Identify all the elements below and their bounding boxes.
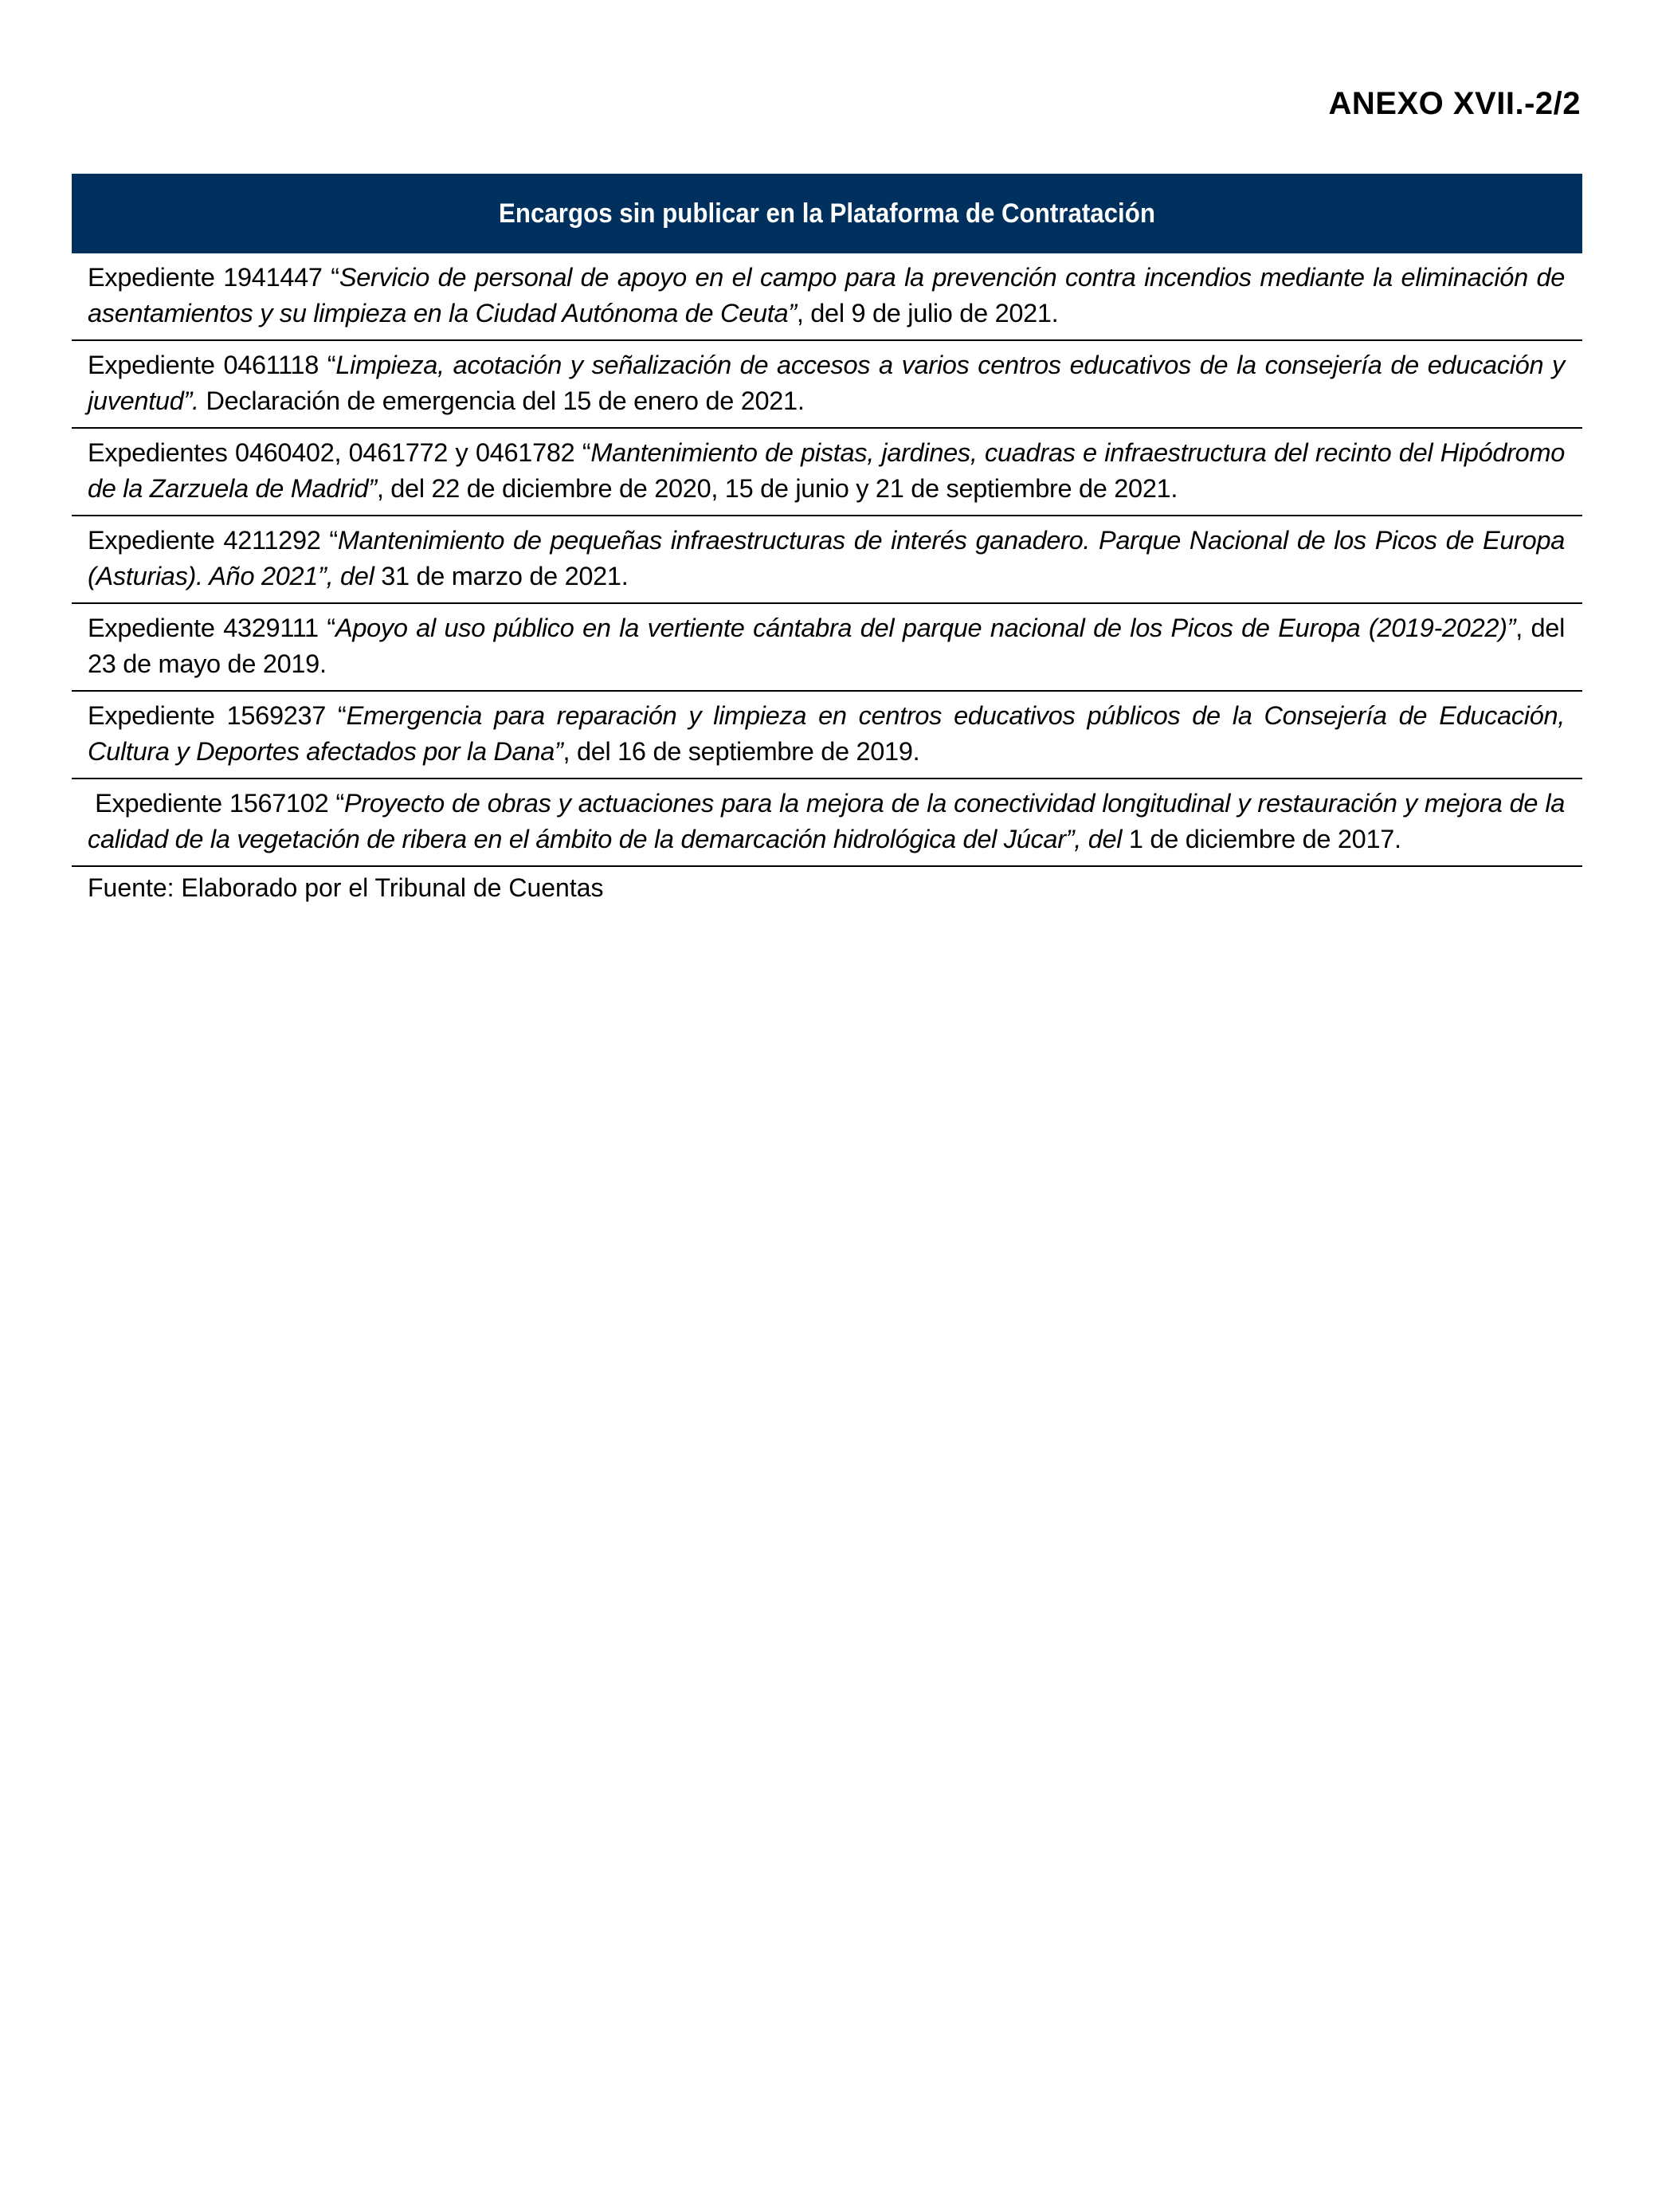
row-suffix: , del 22 de diciembre de 2020, 15 de junio y 21 de septiembre de 2021. xyxy=(376,474,1178,503)
row-prefix: Expediente 0461118 “ xyxy=(88,351,336,379)
annex-label: ANEXO XVII.-2/2 xyxy=(1328,86,1581,121)
table-row xyxy=(72,429,1582,516)
row-prefix: Expediente 4211292 “ xyxy=(88,526,338,555)
row-title: Apoyo al uso público en la vertiente cántabra del parque nacional de los Picos de Europa (2019-2022)” xyxy=(335,614,1516,642)
row-prefix: Expediente 1567102 “ xyxy=(88,789,345,818)
row-prefix: Expedientes 0460402, 0461772 y 0461782 “ xyxy=(88,438,591,467)
table-header-band xyxy=(72,174,1582,253)
table-row xyxy=(72,516,1582,604)
row-suffix: Declaración de emergencia del 15 de enero de 2021. xyxy=(198,386,805,415)
row-title: Mantenimiento de pequeñas infraestructuras de interés ganadero. Parque Nacional de los Picos de Europa (Asturias). Año 2021”, del xyxy=(88,526,1566,590)
row-title: Proyecto de obras y actuaciones para la mejora de la conectividad longitudinal y restauración y mejora de la calidad de la vegetación de ribera en el ámbito de la demarcación hidrológica del Júcar”, del xyxy=(88,789,1566,853)
row-suffix: , del 23 de mayo de 2019. xyxy=(88,614,1565,678)
table-row xyxy=(72,253,1582,341)
row-title: Limpieza, acotación y señalización de accesos a varios centros educativos de la consejería de educación y juventud”. xyxy=(88,351,1565,415)
row-suffix: 31 de marzo de 2021. xyxy=(374,562,629,590)
row-title: Emergencia para reparación y limpieza en centros educativos públicos de la Consejería de Educación, Cultura y Deportes afectados por la Dana” xyxy=(88,701,1565,766)
table-row xyxy=(72,604,1582,692)
table-row xyxy=(72,779,1582,867)
table-row xyxy=(72,692,1582,779)
row-prefix: Expediente 1569237 “ xyxy=(88,701,347,730)
contracts-table xyxy=(72,174,1582,905)
row-prefix: Expediente 1941447 “ xyxy=(88,263,339,292)
row-title: Servicio de personal de apoyo en el campo para la prevención contra incendios mediante la eliminación de asentamientos y su limpieza en la Ciudad Autónoma de Ceuta” xyxy=(88,263,1565,327)
table-header: Encargos sin publicar en la Plataforma de Contratación xyxy=(132,174,1522,253)
source-note: Fuente: Elaborado por el Tribunal de Cuentas xyxy=(88,873,604,902)
row-title: Mantenimiento de pistas, jardines, cuadras e infraestructura del recinto del Hipódromo de la Zarzuela de Madrid” xyxy=(88,438,1566,503)
row-suffix: 1 de diciembre de 2017. xyxy=(1122,825,1401,853)
row-prefix: Expediente 4329111 “ xyxy=(88,614,335,642)
row-suffix: , del 16 de septiembre de 2019. xyxy=(562,737,920,766)
row-suffix: , del 9 de julio de 2021. xyxy=(796,299,1059,327)
table-row xyxy=(72,341,1582,429)
